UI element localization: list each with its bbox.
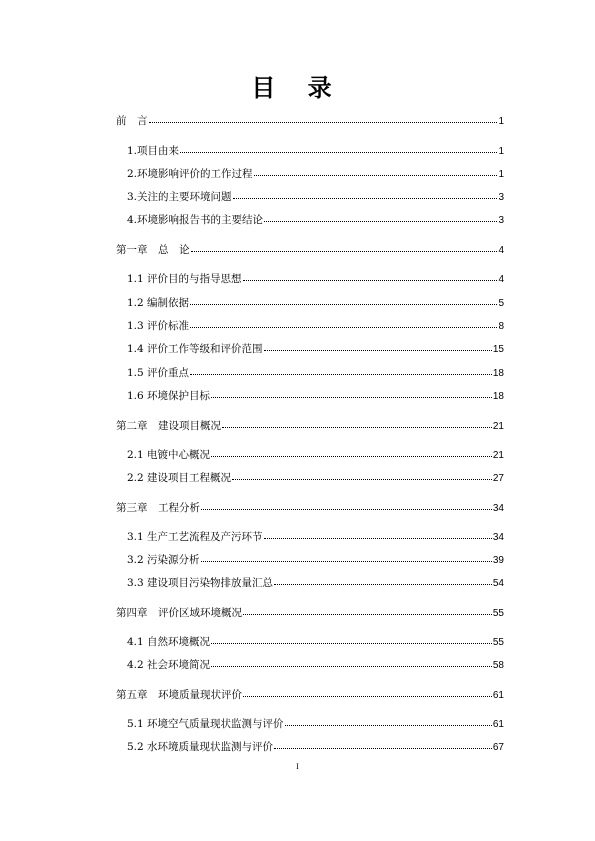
dot-leader — [243, 687, 492, 697]
toc-entry-page: 3 — [498, 215, 504, 226]
toc-chapter-entry — [116, 501, 504, 516]
dot-leader — [232, 470, 492, 480]
toc-entry-page: 1 — [498, 116, 504, 127]
dot-leader — [191, 242, 498, 252]
toc-section-entry — [127, 717, 504, 732]
dot-leader — [211, 657, 492, 667]
toc-entry-label: 2.2 建设项目工程概况 — [127, 472, 232, 484]
toc-section-entry — [127, 272, 504, 287]
toc-section-entry — [127, 213, 504, 228]
toc-entry-label: 1.1 评价目的与指导思想 — [127, 273, 242, 285]
dot-leader — [233, 189, 498, 199]
toc-entry-label: 5.2 水环境质量现状监测与评价 — [127, 741, 274, 753]
dot-leader — [201, 552, 492, 562]
toc-entry-page: 3 — [498, 192, 504, 203]
toc-section-entry — [127, 144, 504, 159]
toc-section-entry — [127, 658, 504, 673]
toc-entry-label: 1.项目由来 — [127, 145, 180, 157]
dot-leader — [180, 143, 497, 153]
dot-leader — [222, 418, 492, 428]
dot-leader — [211, 388, 492, 398]
dot-leader — [190, 365, 492, 375]
toc-entry-label: 3.1 生产工艺流程及产污环节 — [127, 531, 263, 543]
toc-section-entry — [127, 448, 504, 463]
toc-section-entry — [127, 389, 504, 404]
toc-entry-label: 第二章 建设项目概况 — [116, 420, 221, 432]
toc-entry-label: 前 言 — [116, 115, 148, 127]
toc-entry-label: 第三章 工程分析 — [116, 502, 200, 514]
toc-entry-page: 58 — [492, 660, 504, 671]
toc-section-entry — [127, 167, 504, 182]
toc-entry-page: 21 — [492, 450, 504, 461]
toc-section-entry — [127, 366, 504, 381]
toc-entry-page: 67 — [492, 742, 504, 753]
toc-entry-page: 4 — [498, 245, 504, 256]
toc-entry-page: 15 — [492, 344, 504, 355]
toc-entry-page: 55 — [492, 637, 504, 648]
toc-section-entry — [127, 190, 504, 205]
toc-entry-label: 1.5 评价重点 — [127, 367, 190, 379]
toc-entry-page: 1 — [498, 169, 504, 180]
toc-chapter-entry — [116, 419, 504, 434]
toc-chapter-entry — [116, 243, 504, 258]
toc-chapter-entry — [116, 688, 504, 703]
dot-leader — [243, 271, 498, 281]
toc-entry-label: 4.2 社会环境简况 — [127, 659, 211, 671]
toc-section-entry — [127, 530, 504, 545]
dot-leader — [211, 634, 492, 644]
toc-section-entry — [127, 319, 504, 334]
toc-entry-page: 61 — [492, 719, 504, 730]
toc-entry-page: 1 — [498, 146, 504, 157]
toc-entry-label: 2.1 电镀中心概况 — [127, 449, 211, 461]
toc-entry-label: 2.环境影响评价的工作过程 — [127, 168, 253, 180]
dot-leader — [274, 739, 492, 749]
dot-leader — [243, 605, 492, 615]
toc-entry-label: 5.1 环境空气质量现状监测与评价 — [127, 718, 284, 730]
toc-entry-label: 1.3 评价标准 — [127, 320, 190, 332]
dot-leader — [285, 716, 492, 726]
toc-section-entry — [127, 553, 504, 568]
toc-entry-page: 4 — [498, 274, 504, 285]
toc-entry-page: 18 — [492, 391, 504, 402]
toc-section-entry — [127, 740, 504, 755]
toc-entry-label: 3.2 污染源分析 — [127, 554, 200, 566]
page-number-footer: I — [296, 762, 299, 771]
toc-entry-page: 34 — [492, 503, 504, 514]
toc-entry-label: 4.环境影响报告书的主要结论 — [127, 214, 264, 226]
toc-entry-label: 第四章 评价区域环境概况 — [116, 607, 242, 619]
toc-entry-page: 18 — [492, 368, 504, 379]
dot-leader — [149, 113, 498, 123]
toc-section-entry — [127, 296, 504, 311]
dot-leader — [254, 166, 498, 176]
dot-leader — [201, 500, 492, 510]
toc-section-entry — [127, 635, 504, 650]
dot-leader — [264, 529, 492, 539]
dot-leader — [190, 295, 497, 305]
toc-entry-label: 3.3 建设项目污染物排放量汇总 — [127, 577, 274, 589]
toc-entry-label: 第一章 总 论 — [116, 244, 190, 256]
dot-leader — [274, 575, 492, 585]
toc-section-entry — [127, 471, 504, 486]
toc-section-entry — [127, 576, 504, 591]
toc-section-entry — [127, 342, 504, 357]
toc-entry-page: 54 — [492, 578, 504, 589]
toc-entry-page: 27 — [492, 473, 504, 484]
toc-entry-page: 5 — [498, 298, 504, 309]
dot-leader — [264, 212, 497, 222]
dot-leader — [264, 341, 492, 351]
toc-entry-label: 4.1 自然环境概况 — [127, 636, 211, 648]
toc-entry-label: 1.6 环境保护目标 — [127, 390, 211, 402]
toc-entry-label: 1.2 编制依据 — [127, 297, 190, 309]
toc-entry-page: 8 — [498, 321, 504, 332]
toc-entry-page: 21 — [492, 421, 504, 432]
toc-entry-page: 61 — [492, 690, 504, 701]
toc-entry-label: 1.4 评价工作等级和评价范围 — [127, 343, 263, 355]
toc-title: 目 录 — [251, 73, 344, 102]
dot-leader — [211, 447, 492, 457]
toc-entry-page: 55 — [492, 608, 504, 619]
toc-entry-label: 第五章 环境质量现状评价 — [116, 689, 242, 701]
toc-entry-page: 39 — [492, 555, 504, 566]
toc-entry-page: 34 — [492, 532, 504, 543]
toc-chapter-entry — [116, 114, 504, 129]
dot-leader — [190, 318, 497, 328]
toc-chapter-entry — [116, 606, 504, 621]
toc-entry-label: 3.关注的主要环境问题 — [127, 191, 232, 203]
